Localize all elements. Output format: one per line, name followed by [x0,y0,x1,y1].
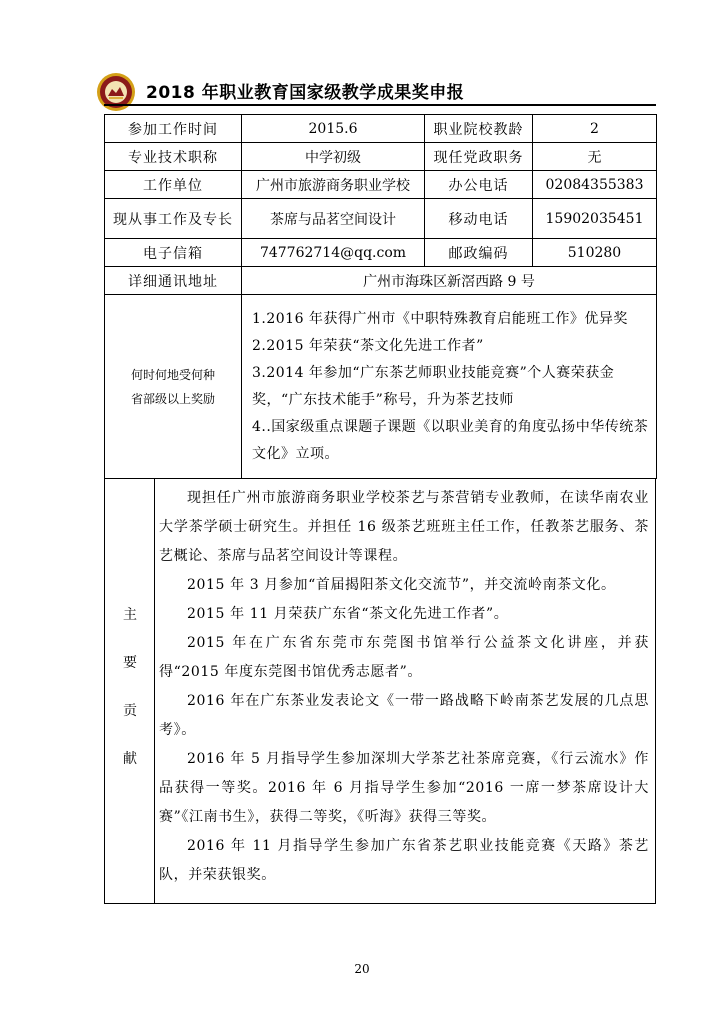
table-row [105,239,657,267]
info-table [104,114,657,479]
teaching-years-label: 职业院校教龄 [425,115,533,143]
work-start-label: 参加工作时间 [105,115,242,143]
party-post-label: 现任党政职务 [425,143,533,171]
list-item: 1.2016 年获得广州市《中职特殊教育启能班工作》优异奖 [252,310,628,327]
work-start-value: 2015.6 [242,115,425,143]
email-value: 747762714@qq.com [242,239,425,267]
postcode-value: 510280 [533,239,657,267]
contributions-section [104,478,656,904]
table-row [105,199,657,239]
table-row [105,115,657,143]
table-row [105,267,657,295]
page-number: 20 [354,962,370,976]
address-value: 广州市海珠区新滘西路 9 号 [242,267,657,295]
list-item: 3.2014 年参加“广东茶艺师职业技能竞赛”个人赛荣获金奖，“广东技术能手”称号，升为茶艺技师 [252,364,615,408]
awards-label [105,295,242,479]
party-post-value: 无 [533,143,657,171]
specialty-value: 茶席与品茗空间设计 [242,199,425,239]
contribution-paragraph: 2016 年在广东茶业发表论文《一带一路战略下岭南茶艺发展的几点思考》。 [159,693,649,738]
specialty-label: 现从事工作及专长 [105,199,242,239]
contribution-paragraph: 2015 年在广东省东莞市东莞图书馆举行公益茶文化讲座，并获得“2015 年度东莞图书馆优秀志愿者”。 [159,635,649,680]
contributions-label-char: 要 [123,655,137,671]
school-emblem-icon [96,72,136,112]
contribution-paragraph: 现担任广州市旅游商务职业学校茶艺与茶营销专业教师，在读华南农业大学茶学硕士研究生。并担任 16 级茶艺班班主任工作，任教茶艺服务、茶艺概论、茶席与品茗空间设计等课程。 [159,490,649,564]
awards-label-line-2: 省部级以上奖励 [130,391,215,406]
postcode-label: 邮政编码 [425,239,533,267]
contribution-paragraph: 2015 年 11 月荣获广东省“茶文化先进工作者”。 [187,606,509,622]
list-item: 2.2015 年荣获“茶文化先进工作者” [252,337,484,354]
header-rule [104,104,656,106]
office-phone-value: 02084355383 [533,171,657,199]
contributions-label [105,478,155,903]
contributions-label-char: 献 [123,751,137,767]
table-row [105,171,657,199]
title-label: 专业技术职称 [105,143,242,171]
teaching-years-value: 2 [533,115,657,143]
mobile-value: 15902035451 [533,199,657,239]
awards-list [242,295,657,479]
title-value: 中学初级 [242,143,425,171]
mobile-label: 移动电话 [425,199,533,239]
table-row [105,295,657,479]
contribution-paragraph: 2016 年 5 月指导学生参加深圳大学茶艺社茶席竞赛，《行云流水》作品获得一等奖。2016 年 6 月指导学生参加“2016 一席一梦茶席设计大赛”《江南书生》，获得二等奖，《听海》获得三等奖。 [159,751,649,825]
list-item: 4..国家级重点课题子课题《以职业美育的角度弘扬中华传统茶文化》立项。 [252,418,649,462]
employer-value: 广州市旅游商务职业学校 [242,171,425,199]
contributions-label-char: 主 [123,607,137,623]
employer-label: 工作单位 [105,171,242,199]
address-label: 详细通讯地址 [105,267,242,295]
contributions-label-char: 贡 [123,703,137,719]
document-title: 2018 年职业教育国家级教学成果奖申报 [146,83,465,103]
table-row [105,143,657,171]
contributions-body [159,484,649,890]
awards-label-line-1: 何时何地受何种 [130,367,215,382]
contribution-paragraph: 2016 年 11 月指导学生参加广东省茶艺职业技能竞赛《天路》茶艺队，并荣获银奖。 [159,838,649,883]
office-phone-label: 办公电话 [425,171,533,199]
contribution-paragraph: 2015 年 3 月参加“首届揭阳茶文化交流节”，并交流岭南茶文化。 [187,577,616,593]
email-label: 电子信箱 [105,239,242,267]
